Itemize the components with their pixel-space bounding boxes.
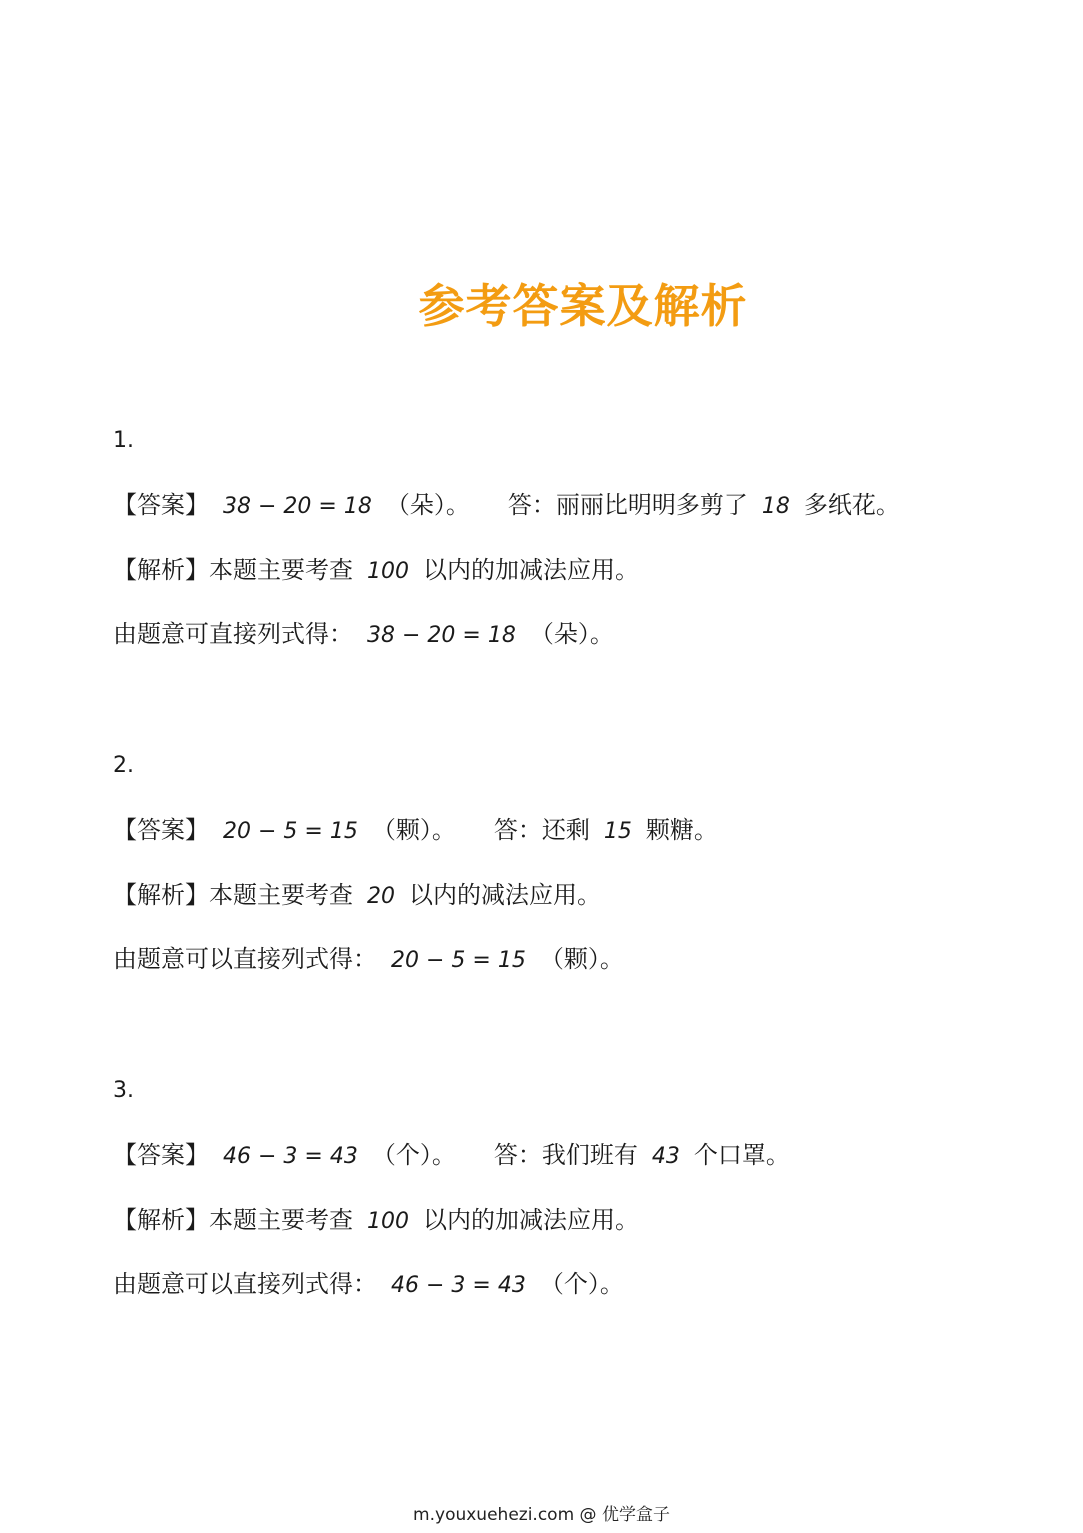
derivation-unit: （朵）。	[529, 620, 614, 648]
answer-line	[113, 488, 900, 524]
page-title: 参考答案及解析	[418, 279, 748, 333]
analysis-label: 【解析】本题主要考查	[113, 1206, 353, 1234]
analysis-number: 100	[367, 1209, 409, 1234]
derivation-prefix: 由题意可以直接列式得：	[113, 1270, 377, 1298]
answer-reply-number: 18	[761, 494, 790, 519]
derivation-line	[113, 942, 624, 978]
derivation-line	[113, 1267, 624, 1303]
derivation-line	[113, 617, 614, 653]
answer-unit: （朵）。	[385, 491, 470, 519]
analysis-line	[113, 1203, 639, 1239]
analysis-number: 20	[367, 884, 395, 909]
derivation-unit: （颗）。	[539, 945, 624, 973]
answer-reply-prefix: 答：我们班有	[493, 1141, 638, 1169]
answer-reply-number: 15	[603, 819, 632, 844]
question-number: 2.	[113, 753, 134, 778]
answer-reply-suffix: 多纸花。	[803, 491, 900, 519]
derivation-expression: 46 − 3 = 43	[391, 1273, 526, 1298]
derivation-prefix: 由题意可直接列式得：	[113, 620, 353, 648]
answer-unit: （颗）。	[371, 816, 456, 844]
analysis-line	[113, 553, 639, 589]
derivation-prefix: 由题意可以直接列式得：	[113, 945, 377, 973]
answer-label: 【答案】	[113, 491, 209, 519]
derivation-unit: （个）。	[539, 1270, 624, 1298]
analysis-label: 【解析】本题主要考查	[113, 556, 353, 584]
analysis-suffix: 以内的减法应用。	[409, 881, 601, 909]
question-number: 1.	[113, 428, 134, 453]
answer-reply-number: 43	[651, 1144, 680, 1169]
analysis-suffix: 以内的加减法应用。	[423, 556, 639, 584]
answer-reply-prefix: 答：丽丽比明明多剪了	[507, 491, 748, 519]
answer-line	[113, 1138, 790, 1174]
answer-label: 【答案】	[113, 1141, 209, 1169]
analysis-suffix: 以内的加减法应用。	[423, 1206, 639, 1234]
analysis-number: 100	[367, 559, 409, 584]
answer-line	[113, 813, 718, 849]
analysis-label: 【解析】本题主要考查	[113, 881, 353, 909]
derivation-expression: 38 − 20 = 18	[367, 623, 516, 648]
answer-unit: （个）。	[371, 1141, 456, 1169]
footer-watermark: m.youxuehezi.com @ 优学盒子	[413, 1505, 670, 1525]
analysis-line	[113, 878, 601, 914]
answer-reply-suffix: 个口罩。	[693, 1141, 790, 1169]
derivation-expression: 20 − 5 = 15	[391, 948, 526, 973]
answer-reply-suffix: 颗糖。	[645, 816, 718, 844]
answer-expression: 38 − 20 = 18	[223, 494, 372, 519]
answer-expression: 46 − 3 = 43	[223, 1144, 358, 1169]
answer-label: 【答案】	[113, 816, 209, 844]
answer-expression: 20 − 5 = 15	[223, 819, 358, 844]
answer-reply-prefix: 答：还剩	[493, 816, 590, 844]
question-number: 3.	[113, 1078, 134, 1103]
